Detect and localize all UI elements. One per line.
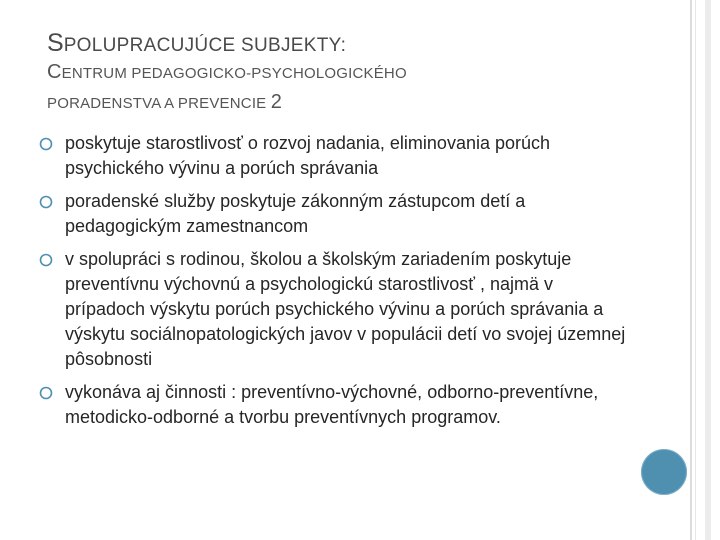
bullet-item (38, 131, 628, 181)
title-initial: S (47, 29, 64, 57)
circle-bullet-icon (38, 252, 54, 268)
slide-subtitle (47, 58, 647, 118)
accent-circle-decoration (641, 449, 687, 495)
bullet-item (38, 189, 628, 239)
subtitle-number: 2 (270, 91, 283, 113)
decorative-stripe (705, 0, 711, 540)
bullet-item (38, 380, 628, 430)
bullet-text: v spolupráci s rodinou, školou a školským zariadením poskytuje preventívnu výchovnú a psychologickú starostlivosť , najmä v prípadoch výskytu porúch psychického vývinu a porúch správania a výskytu sociálnopatologických javov v populácii detí vo svojej územnej pôsobnosti (65, 249, 626, 369)
bullet-text: poskytuje starostlivosť o rozvoj nadania, eliminovania porúch psychického vývinu a porúch správania (65, 133, 551, 178)
circle-bullet-icon (38, 194, 54, 210)
subtitle-line-1: ENTRUM PEDAGOGICKO-PSYCHOLOGICKÉHO (61, 65, 407, 82)
decorative-stripe (695, 0, 696, 540)
bullet-text: vykonáva aj činnosti : preventívno-výchovné, odborno-preventívne, metodicko-odborné a tvorbu preventívnych programov. (65, 382, 599, 427)
circle-bullet-icon (38, 385, 54, 401)
slide-title (47, 22, 667, 59)
title-text: POLUPRACUJÚCE SUBJEKTY: (63, 35, 347, 56)
decorative-stripe (690, 0, 692, 540)
circle-bullet-icon (38, 136, 54, 152)
bullet-item (38, 247, 628, 372)
subtitle-initial: C (47, 61, 62, 83)
bullet-list (38, 131, 628, 438)
subtitle-line-2: PORADENSTVA A PREVENCIE (47, 95, 267, 112)
bullet-text: poradenské služby poskytuje zákonným zástupcom detí a pedagogickým zamestnancom (65, 191, 526, 236)
